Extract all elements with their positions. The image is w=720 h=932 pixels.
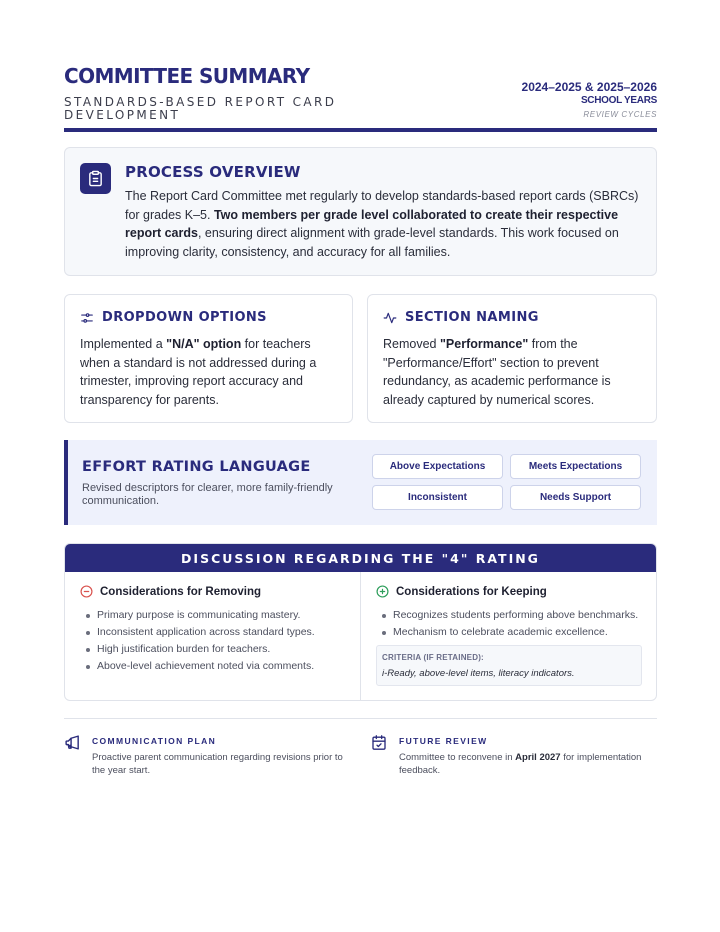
process-icon-badge — [80, 163, 111, 194]
effort-rating-description: Revised descriptors for clearer, more family-friendly communication. — [82, 482, 333, 507]
list-item: Primary purpose is communicating mastery. — [83, 607, 315, 624]
process-overview-text: The Report Card Committee met regularly to develop standards-based report cards (SBRCs) for grades K–5. Two members per grade level collaborated to create their respective report cards, ensuring direct alignment with grade-level standards. This work focused on improving clarity, consistency, and accuracy for all families. — [125, 189, 639, 259]
discussion-title: DISCUSSION REGARDING THE "4" RATING — [65, 544, 656, 572]
list-item: High justification burden for teachers. — [83, 641, 315, 658]
section-naming-title: SECTION NAMING — [405, 310, 539, 325]
dropdown-options-title: DROPDOWN OPTIONS — [102, 310, 267, 325]
plus-circle-icon — [376, 585, 389, 598]
header-rule — [64, 128, 657, 132]
footer-divider — [64, 718, 657, 719]
calendar-check-icon — [371, 734, 387, 751]
minus-circle-icon — [80, 585, 93, 598]
section-naming-card — [367, 294, 657, 423]
dropdown-options-text: Implemented a "N/A" option for teachers when a standard is not addressed during a trimester, improving report accuracy and transparency for parents. — [80, 337, 317, 407]
communication-plan-label: COMMUNICATION PLAN — [92, 736, 217, 746]
criteria-label: CRITERIA (IF RETAINED): — [382, 653, 484, 662]
process-overview-card — [64, 147, 657, 276]
criteria-box — [376, 645, 642, 686]
keeping-title: Considerations for Keeping — [396, 585, 547, 598]
rating-pill: Meets Expectations — [510, 454, 641, 479]
effort-rating-panel — [64, 440, 657, 525]
list-item: Above-level achievement noted via comments. — [83, 658, 315, 675]
removing-list — [83, 607, 315, 675]
keeping-column — [361, 572, 656, 700]
page-header — [64, 64, 657, 122]
future-review-label: FUTURE REVIEW — [399, 736, 488, 746]
removing-column — [65, 572, 361, 700]
rating-pill: Above Expectations — [372, 454, 503, 479]
effort-rating-title: EFFORT RATING LANGUAGE — [82, 459, 311, 475]
page-title: COMMITTEE SUMMARY — [64, 64, 310, 88]
dropdown-options-card — [64, 294, 353, 423]
clipboard-icon — [87, 170, 104, 187]
page-subtitle: STANDARDS-BASED REPORT CARD DEVELOPMENT — [64, 95, 337, 122]
communication-plan-text: Proactive parent communication regarding revisions prior to the year start. — [92, 752, 343, 776]
sliders-icon — [80, 311, 94, 325]
process-overview-title: PROCESS OVERVIEW — [125, 163, 301, 181]
removing-title: Considerations for Removing — [100, 585, 262, 598]
school-years: 2024–2025 & 2025–2026 — [521, 80, 657, 94]
rating-pill: Inconsistent — [372, 485, 503, 510]
criteria-value: i-Ready, above-level items, literacy indicators. — [382, 668, 575, 679]
rating-pill: Needs Support — [510, 485, 641, 510]
activity-icon — [383, 311, 397, 325]
megaphone-icon — [64, 734, 81, 751]
discussion-card — [64, 543, 657, 701]
future-review-text: Committee to reconvene in April 2027 for implementation feedback. — [399, 752, 642, 776]
list-item: Inconsistent application across standard types. — [83, 624, 315, 641]
school-years-block — [522, 80, 657, 121]
list-item: Mechanism to celebrate academic excellence. — [379, 624, 638, 641]
school-years-label: SCHOOL YEARS — [580, 95, 657, 106]
list-item: Recognizes students performing above benchmarks. — [379, 607, 638, 624]
review-cycles-label: REVIEW CYCLES — [583, 110, 657, 119]
section-naming-text: Removed "Performance" from the "Performance/Effort" section to prevent redundancy, as academic performance is already captured by numerical scores. — [383, 337, 611, 407]
keeping-list — [379, 607, 638, 641]
